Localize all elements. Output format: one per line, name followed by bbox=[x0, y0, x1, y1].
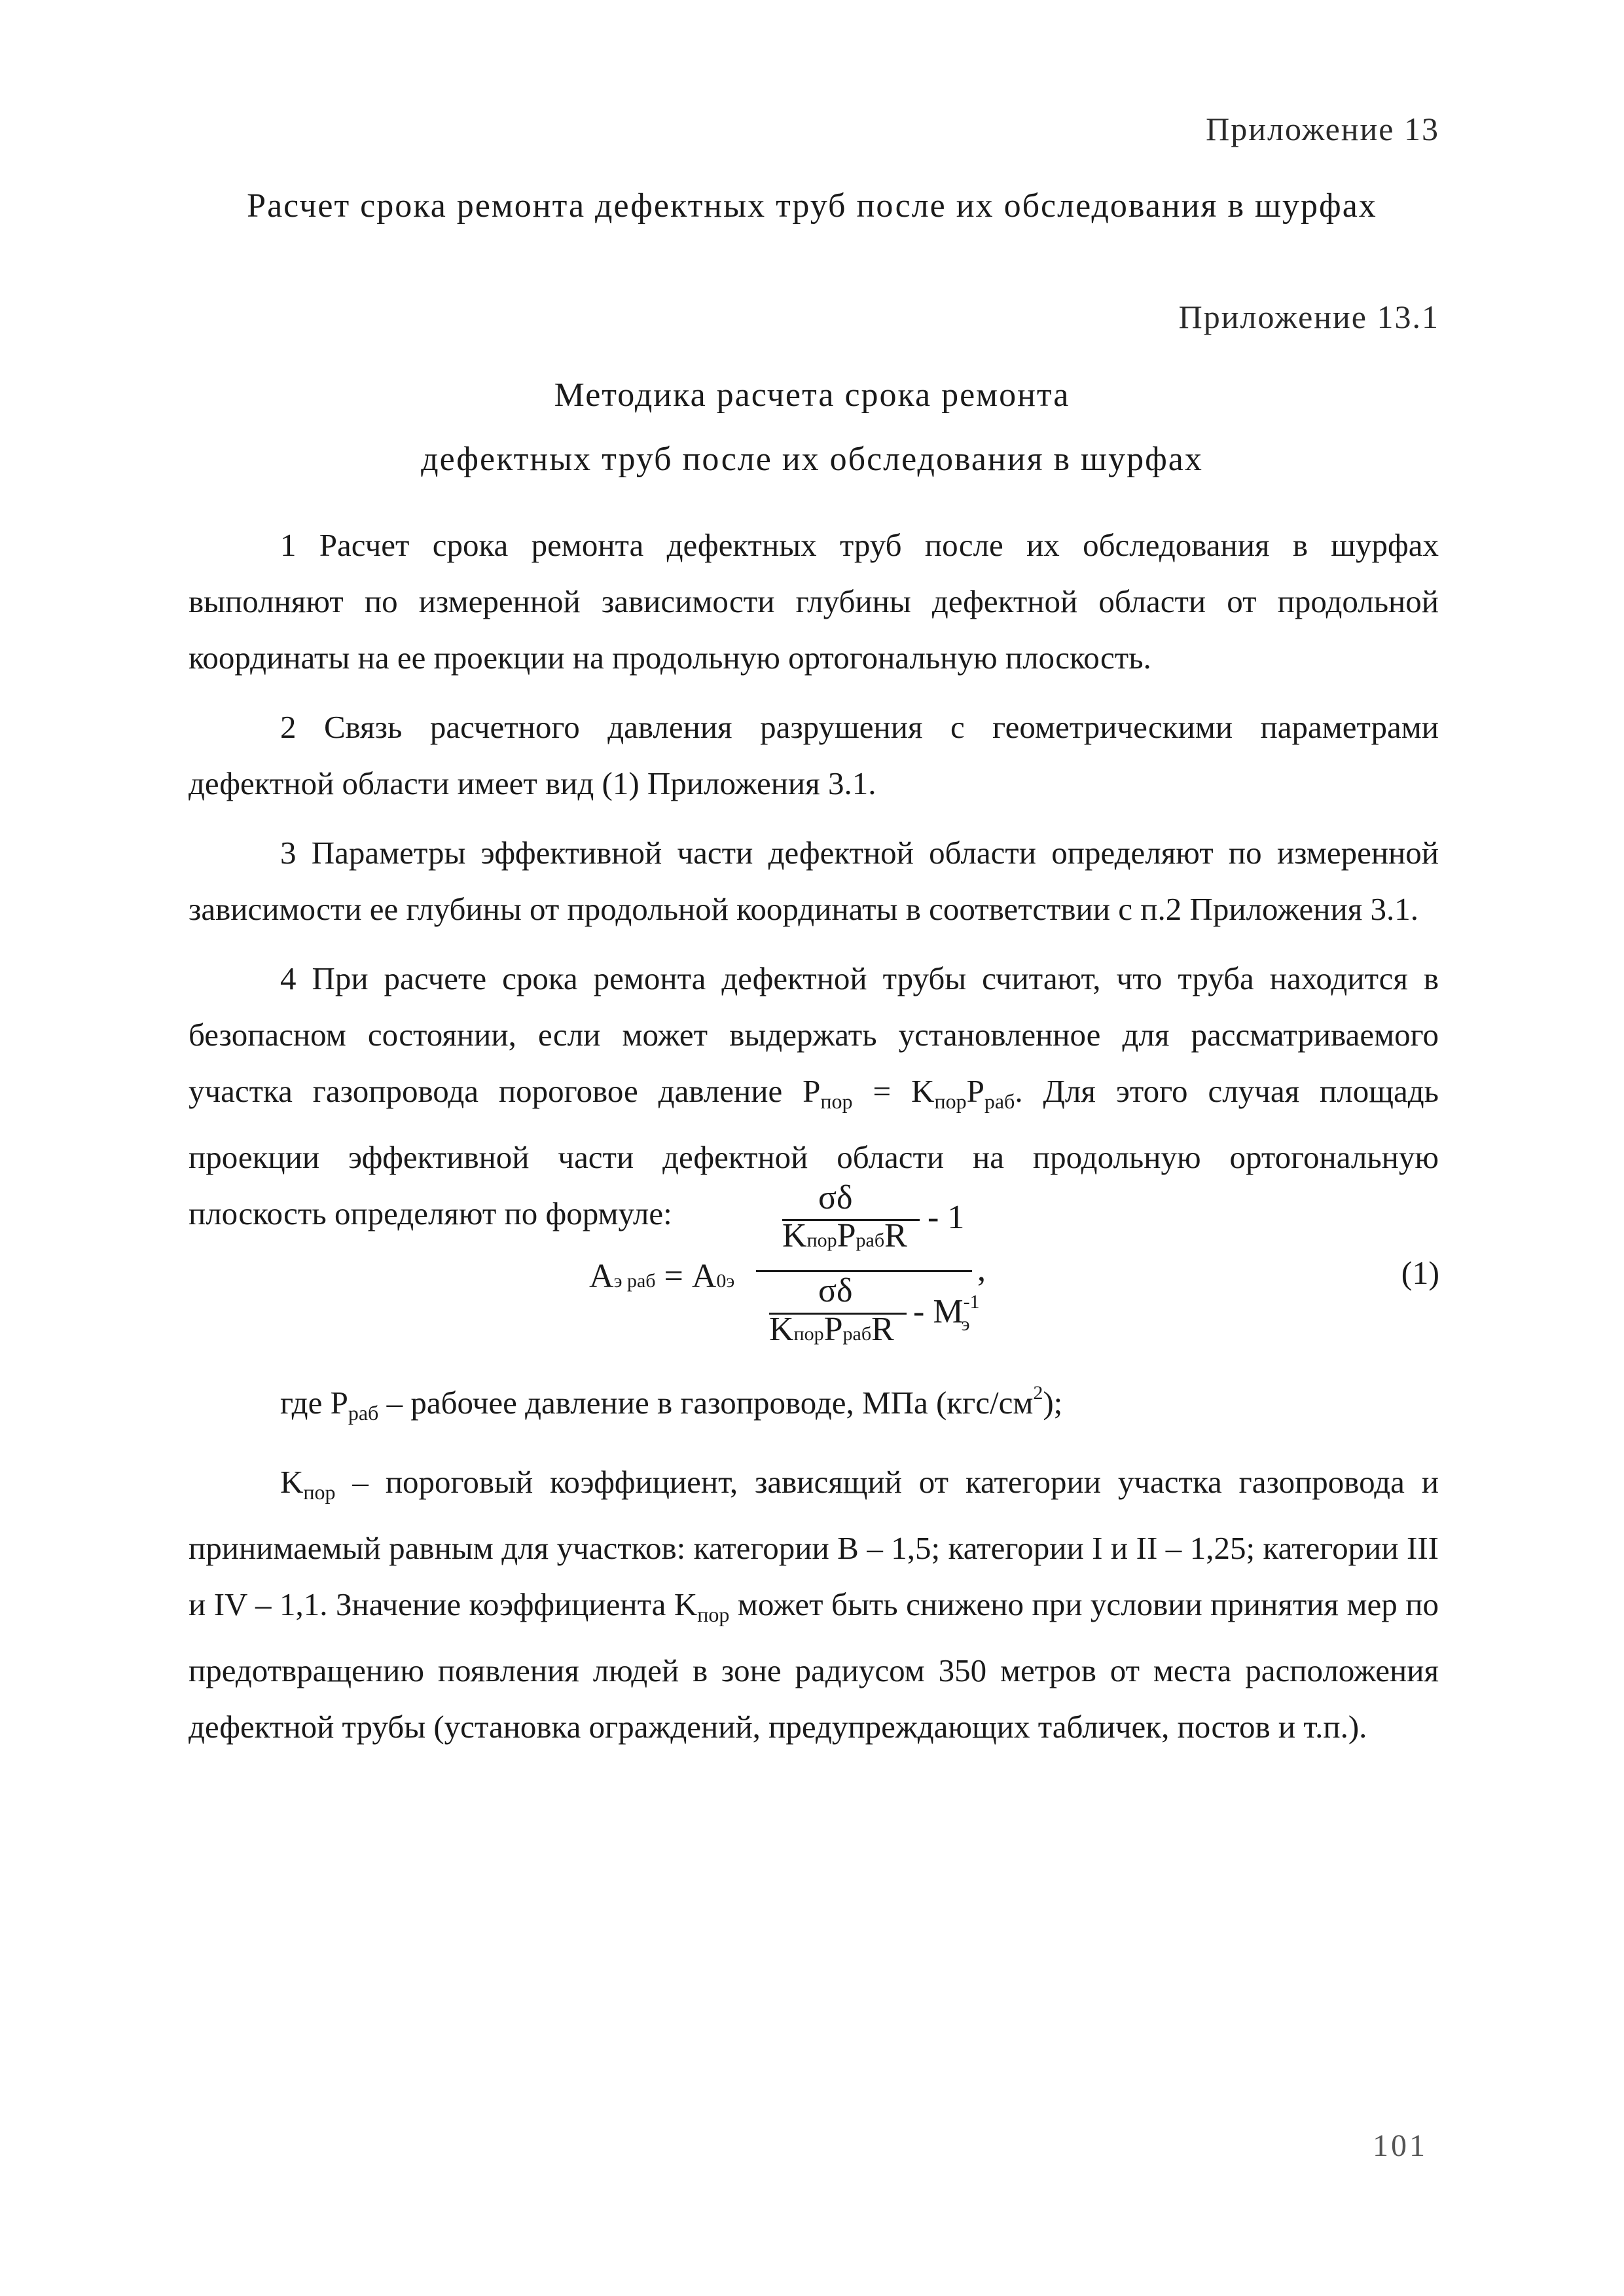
formula-k: K bbox=[769, 1311, 794, 1348]
formula-p-sub: раб bbox=[842, 1323, 872, 1345]
paragraph-4-p: P bbox=[966, 1073, 984, 1109]
definition-k-por bbox=[189, 1454, 1439, 1755]
formula-r: R bbox=[871, 1311, 894, 1348]
formula-p: P bbox=[823, 1311, 843, 1348]
method-title-line-1: Методика расчета срока ремонта bbox=[554, 376, 1070, 414]
body-paragraphs bbox=[189, 517, 1439, 1255]
formula-eq-a0: = A bbox=[664, 1258, 717, 1295]
method-title bbox=[0, 363, 1624, 492]
subscript-rab: раб bbox=[984, 1089, 1015, 1113]
formula-a0-sub: 0э bbox=[716, 1270, 735, 1292]
paragraph-1: 1 Расчет срока ремонта дефектных труб после их обследования в шурфах выполняют по измеренной зависимости глубины дефектной области от продольной координаты на ее проекции на продольную ортогональную плоскость. bbox=[189, 527, 1439, 676]
subscript-por: пор bbox=[934, 1089, 967, 1113]
formula-lhs bbox=[589, 1257, 734, 1296]
paragraph-4-eq: = K bbox=[852, 1073, 935, 1109]
paragraph-3: 3 Параметры эффективной части дефектной области определяют по измеренной зависимости ее глубины от продольной координаты в соответствии с п.2 Приложения 3.1. bbox=[189, 835, 1439, 927]
definition-p-rab bbox=[189, 1365, 1439, 1441]
subscript-rab: раб bbox=[348, 1401, 379, 1425]
subscript-por: пор bbox=[303, 1480, 336, 1504]
formula-comma: , bbox=[977, 1251, 986, 1288]
formula-k-sub: пор bbox=[806, 1230, 837, 1251]
def-k-prefix: K bbox=[280, 1464, 304, 1500]
formula-minus-m-text: - M bbox=[913, 1293, 964, 1330]
def-where-prefix: где P bbox=[280, 1385, 348, 1421]
formula-1 bbox=[589, 1178, 1047, 1375]
definitions bbox=[189, 1365, 1439, 1768]
formula-den-denominator bbox=[769, 1310, 894, 1349]
def-k-text-1: – пороговый коэффициент, зависящий от категории участка газопровода и принимаемый равным для участков: категории В – 1,5; категории I и II – 1,25; категории III и IV – 1,1. Значение коэффициента K bbox=[189, 1464, 1439, 1622]
def-k-text-2: может быть снижено при условии принятия мер по предотвращению появления людей в зоне радиусом 350 метров от места расположения дефектной трубы (установка ограждений, предупреждающих табличек, постов и т.п.). bbox=[189, 1586, 1439, 1745]
paragraph-4-text-a: 4 При расчете срока ремонта дефектной трубы считают, что труба находится в безопасном состоянии, если может выдержать установленное для рассматриваемого участка газопровода пороговое давление P bbox=[189, 960, 1439, 1109]
formula-r: R bbox=[884, 1217, 907, 1254]
formula-minus-m bbox=[913, 1291, 980, 1336]
formula-den-sigma-delta: σδ bbox=[818, 1272, 853, 1309]
formula-main-fraction-line bbox=[756, 1270, 972, 1272]
paragraph-4-text-b: . Для этого случая площадь проекции эффективной части дефектной области на продольную ортогональную плоскость определяют по формуле: bbox=[189, 1073, 1439, 1231]
formula-a: A bbox=[589, 1258, 614, 1295]
formula-a-sub: э раб bbox=[613, 1270, 656, 1292]
paragraph-2: 2 Связь расчетного давления разрушения с геометрическими параметрами дефектной области имеет вид (1) Приложения 3.1. bbox=[189, 709, 1439, 801]
subscript-por: пор bbox=[820, 1089, 853, 1113]
formula-p-sub: раб bbox=[856, 1230, 885, 1251]
annex-sub-number: Приложение 13.1 bbox=[1178, 299, 1439, 335]
method-title-line-2: дефектных труб после их обследования в шурфах bbox=[421, 441, 1203, 478]
formula-minus-one: - 1 bbox=[928, 1199, 965, 1236]
superscript-2: 2 bbox=[1033, 1382, 1043, 1404]
formula-k: K bbox=[782, 1217, 807, 1254]
formula-m-sup: -1 bbox=[963, 1291, 980, 1313]
formula-k-sub: пор bbox=[793, 1323, 824, 1345]
formula-number: (1) bbox=[1401, 1254, 1439, 1291]
formula-m-sub: э bbox=[961, 1313, 970, 1335]
formula-p: P bbox=[837, 1217, 856, 1254]
formula-num-sigma-delta: σδ bbox=[818, 1179, 853, 1216]
annex-number: Приложение 13 bbox=[1206, 111, 1439, 147]
subscript-por: пор bbox=[697, 1603, 730, 1626]
formula-num-denominator bbox=[782, 1216, 907, 1255]
def-where-end: ); bbox=[1043, 1385, 1063, 1421]
page-number: 101 bbox=[1373, 2128, 1428, 2163]
document-title: Расчет срока ремонта дефектных труб после их обследования в шурфах bbox=[247, 187, 1377, 225]
def-where-text: – рабочее давление в газопроводе, МПа (кгс/см bbox=[378, 1385, 1034, 1421]
